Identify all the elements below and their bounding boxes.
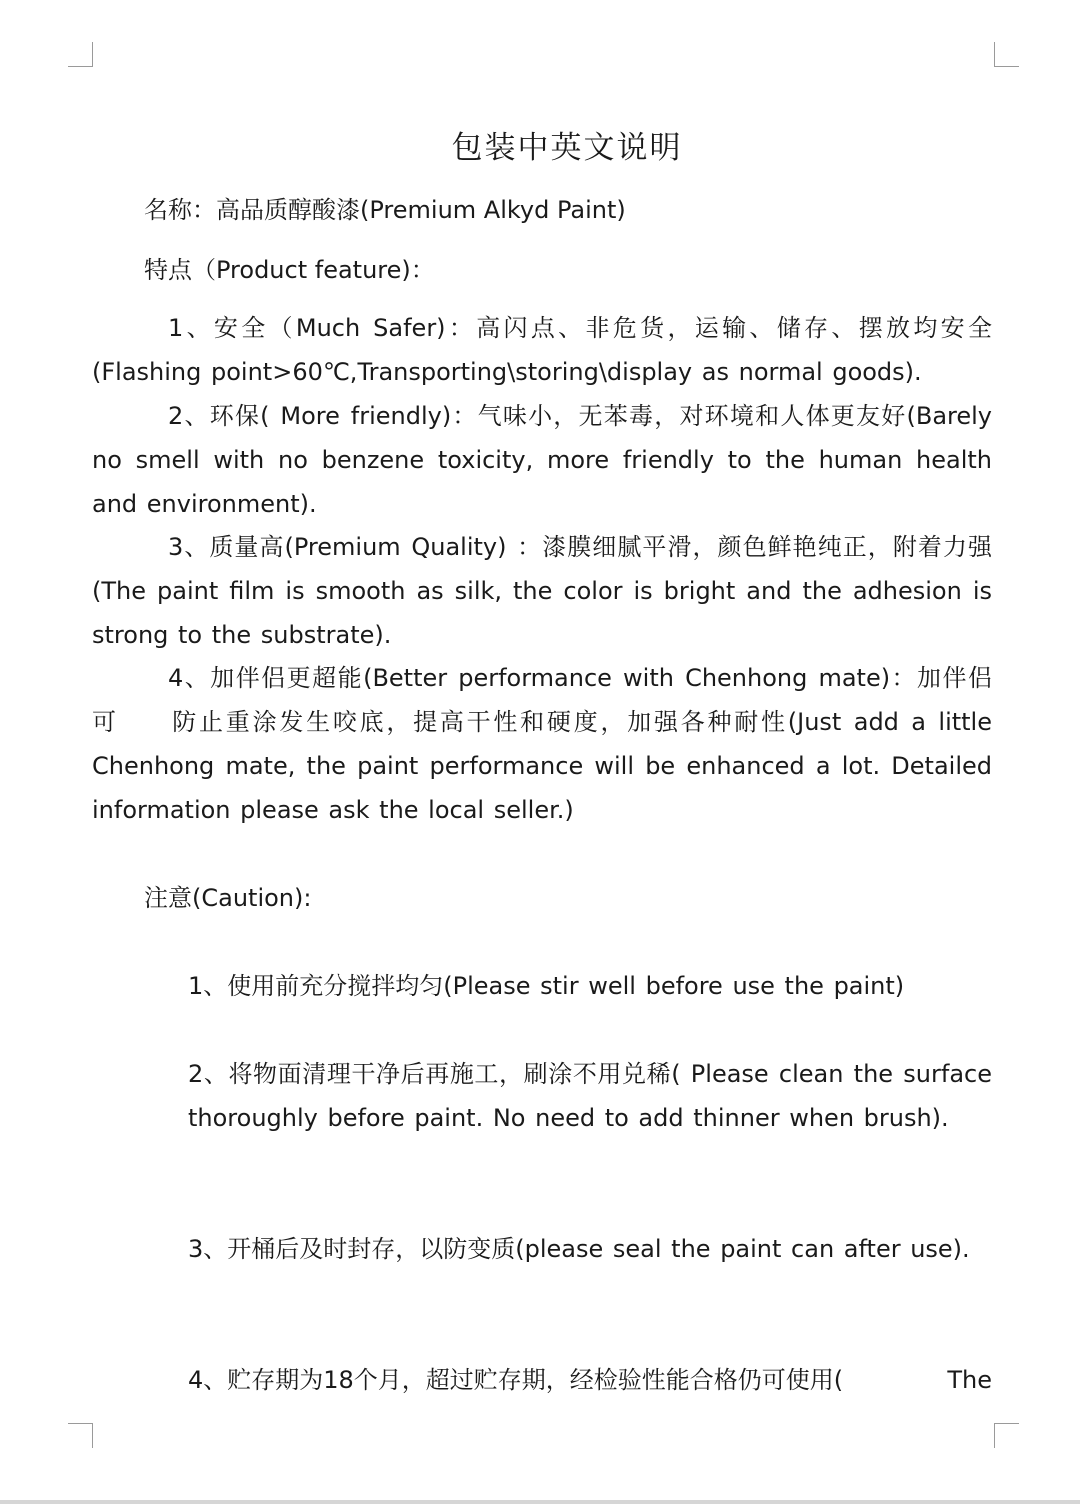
feature-text: 2、环保( More friendly)：气味小，无苯毒，对环境和人体更友好(Barely no smell with no benzene toxicity, more friendly to the human health and environment). [92,402,992,518]
feature-item [92,525,992,657]
feature-text: 4、加伴侣更超能(Better performance with Chenhong mate)：加伴侣可 防止重涂发生咬底，提高干性和硬度，加强各种耐性(Just add a little Chenhong mate, the paint performance will be enhanced a lot. Detailed information please ask the local seller.) [92,664,992,824]
crop-mark-bottom-right [994,1423,1019,1448]
crop-mark-top-right [994,42,1019,67]
feature-text: 1、安全（Much Safer)：高闪点、非危货，运输、储存、摆放均安全(Flashing point>60℃,Transporting\storing\display as normal goods). [92,314,992,386]
feature-item [92,306,992,394]
product-name: 名称：高品质醇酸漆(Premium Alkyd Paint) [144,196,626,224]
crop-mark-bottom-left [68,1423,93,1448]
feature-text: 3、质量高(Premium Quality) ：漆膜细腻平滑，颜色鲜艳纯正，附着力强(The paint film is smooth as silk, the color is bright and the adhesion is strong to the substrate). [92,533,992,649]
crop-mark-top-left [68,42,93,67]
feature-item [92,656,992,832]
feature-item [92,394,992,526]
caution-item: 2、将物面清理干净后再施工，刷涂不用兑稀( Please clean the surface thoroughly before paint. No need to add thinner when brush). [188,1060,992,1132]
feature-heading: 特点（Product feature)： [144,256,435,284]
caution-item: 3、开桶后及时封存，以防变质(please seal the paint can after use). [188,1235,970,1263]
page-bottom-edge [0,1500,1080,1504]
caution-heading: 注意(Caution): [144,884,312,912]
document-title: 包装中英文说明 [451,130,683,166]
caution-text-continued: The [947,1366,992,1394]
caution-text: 4、贮存期为18个月，超过贮存期，经检验性能合格仍可使用( [188,1366,844,1394]
caution-item: 1、使用前充分搅拌均匀(Please stir well before use the paint) [188,972,905,1000]
caution-item [188,1358,992,1402]
